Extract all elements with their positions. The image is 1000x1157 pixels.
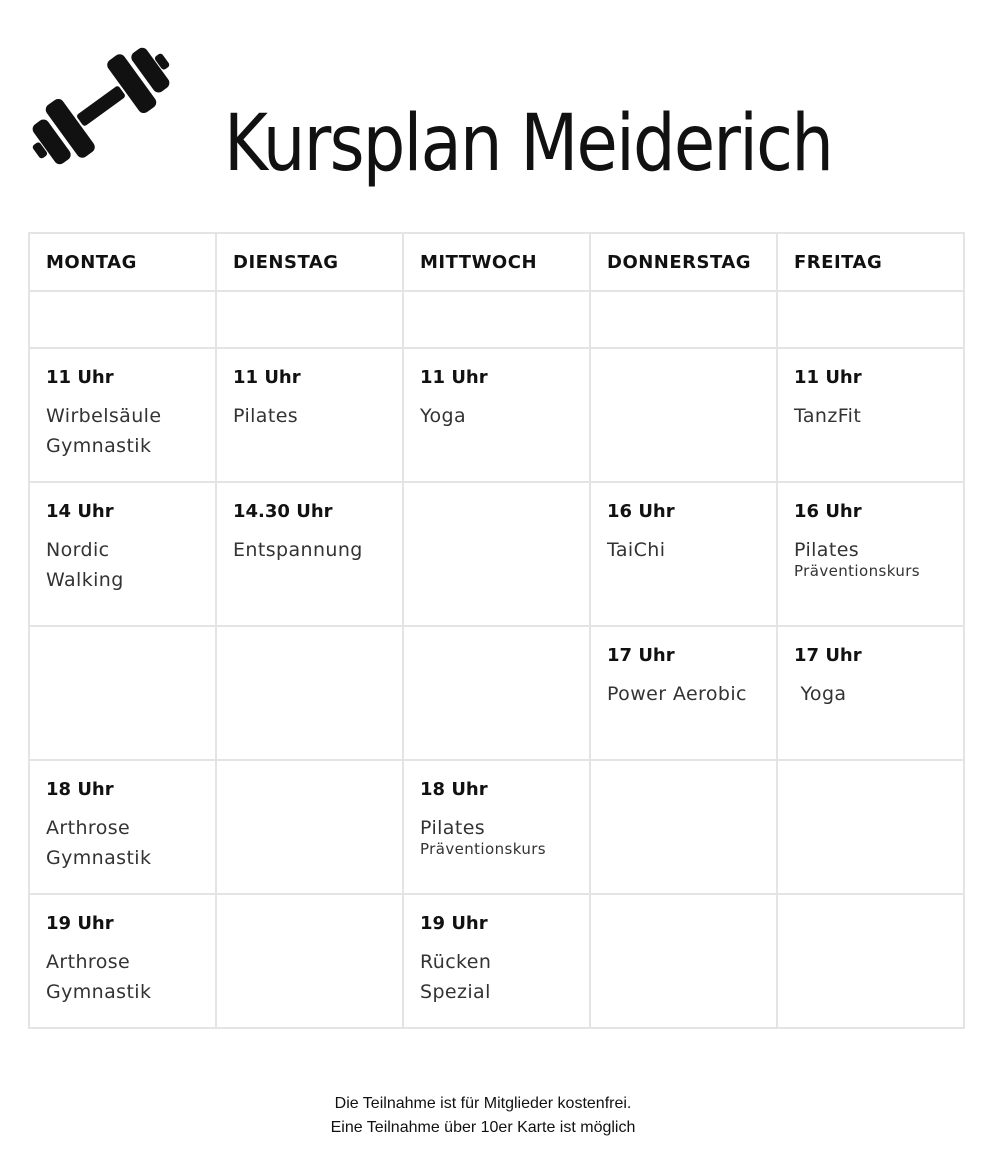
course-name: Nordic Walking — [46, 539, 124, 591]
course-name: Arthrose Gymnastik — [46, 817, 152, 869]
course-name: Wirbelsäule Gymnastik — [46, 405, 162, 457]
time-slot-row — [29, 626, 964, 760]
course-name: Yoga — [794, 683, 847, 705]
course-time: 11 Uhr — [46, 367, 114, 388]
dumbbell-icon — [24, 44, 179, 169]
footer-line: Eine Teilnahme über 10er Karte ist möglich — [330, 1119, 636, 1136]
course-cell — [216, 482, 403, 626]
empty-cell — [403, 482, 590, 626]
empty-cell — [590, 348, 777, 482]
course-cell — [29, 482, 216, 626]
course-cell — [403, 348, 590, 482]
footer-line: Die Teilnahme ist für Mitglieder kostenfrei. — [334, 1095, 632, 1112]
footer-note — [0, 1092, 966, 1140]
empty-cell — [29, 626, 216, 760]
course-time: 14.30 Uhr — [233, 501, 333, 522]
course-time: 16 Uhr — [794, 501, 862, 522]
course-name: Pilates — [233, 405, 299, 427]
course-cell — [777, 482, 964, 626]
course-time: 11 Uhr — [794, 367, 862, 388]
empty-cell — [777, 291, 964, 348]
course-name: Entspannung — [233, 539, 363, 561]
course-cell — [403, 894, 590, 1028]
day-header: MONTAG — [29, 233, 216, 291]
course-name: TanzFit — [794, 405, 862, 427]
course-cell — [777, 626, 964, 760]
course-cell — [777, 348, 964, 482]
time-slot-row — [29, 760, 964, 894]
course-name: TaiChi — [607, 539, 666, 561]
day-header-row — [29, 233, 964, 291]
course-time: 18 Uhr — [420, 779, 488, 800]
time-slot-row — [29, 894, 964, 1028]
empty-cell — [29, 291, 216, 348]
course-name: Pilates — [420, 817, 486, 839]
course-time: 11 Uhr — [420, 367, 488, 388]
course-time: 16 Uhr — [607, 501, 675, 522]
page-title: Kursplan Meiderich — [224, 99, 833, 189]
course-cell — [29, 760, 216, 894]
empty-cell — [216, 760, 403, 894]
course-name: Yoga — [420, 405, 467, 427]
empty-cell — [403, 626, 590, 760]
course-cell — [590, 482, 777, 626]
course-cell — [216, 348, 403, 482]
course-time: 14 Uhr — [46, 501, 114, 522]
schedule-table — [28, 232, 965, 1029]
empty-cell — [777, 760, 964, 894]
empty-cell — [216, 626, 403, 760]
time-slot-row — [29, 482, 964, 626]
course-subtitle: Präventionskurs — [420, 840, 547, 858]
day-header: DIENSTAG — [216, 233, 403, 291]
empty-cell — [403, 291, 590, 348]
empty-cell — [590, 291, 777, 348]
course-cell — [29, 894, 216, 1028]
empty-cell — [777, 894, 964, 1028]
course-name: Arthrose Gymnastik — [46, 951, 152, 1003]
day-header: MITTWOCH — [403, 233, 590, 291]
course-time: 18 Uhr — [46, 779, 114, 800]
empty-cell — [590, 894, 777, 1028]
day-header: FREITAG — [777, 233, 964, 291]
time-slot-row — [29, 348, 964, 482]
empty-cell — [590, 760, 777, 894]
course-time: 17 Uhr — [794, 645, 862, 666]
course-name: Power Aerobic — [607, 683, 747, 705]
course-name: Rücken Spezial — [420, 951, 492, 1003]
course-time: 19 Uhr — [46, 913, 114, 934]
empty-row — [29, 291, 964, 348]
course-time: 19 Uhr — [420, 913, 488, 934]
course-time: 11 Uhr — [233, 367, 301, 388]
course-name: Pilates — [794, 539, 860, 561]
course-time: 17 Uhr — [607, 645, 675, 666]
empty-cell — [216, 894, 403, 1028]
course-subtitle: Präventionskurs — [794, 562, 921, 580]
course-cell — [29, 348, 216, 482]
course-cell — [403, 760, 590, 894]
empty-cell — [216, 291, 403, 348]
course-cell — [590, 626, 777, 760]
day-header: DONNERSTAG — [590, 233, 777, 291]
